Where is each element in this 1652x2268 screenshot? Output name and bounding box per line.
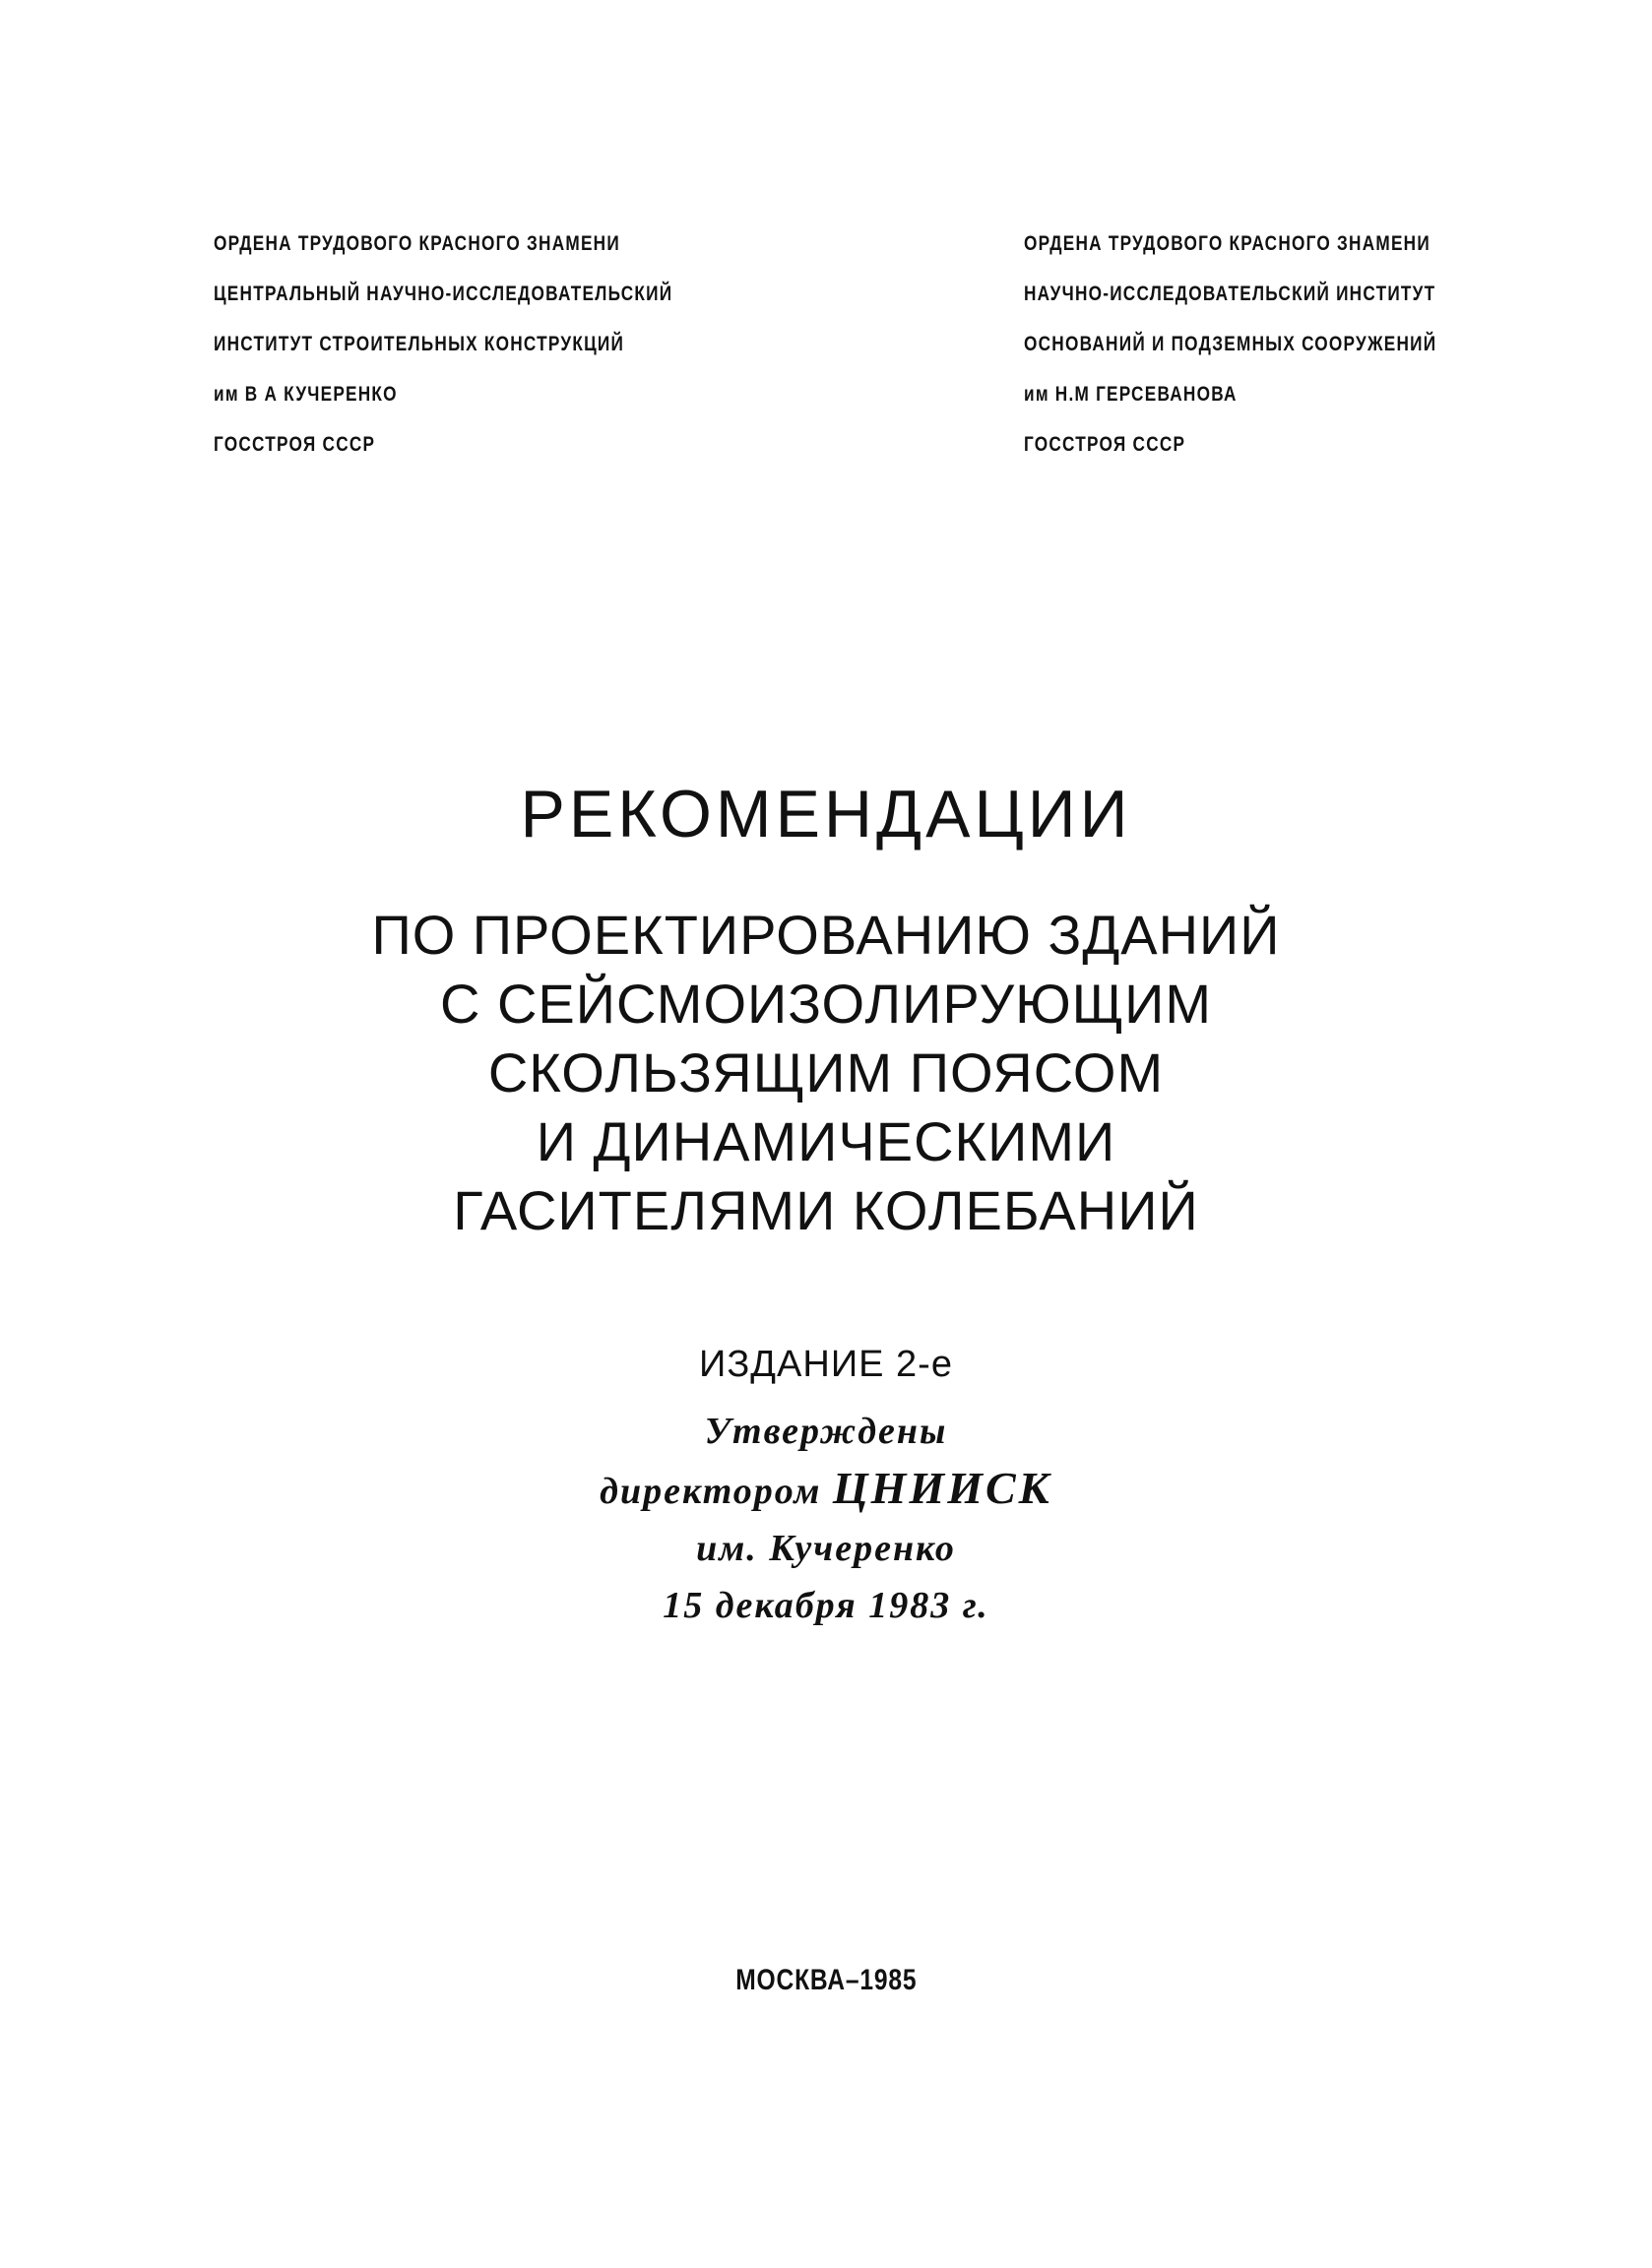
- footer-text: МОСКВА–1985: [734, 1964, 918, 1996]
- document-subtitle: [0, 901, 1652, 1245]
- header-right-line: ОСНОВАНИЙ И ПОДЗЕМНЫХ СООРУЖЕНИЙ: [1024, 333, 1437, 355]
- header-right-line: НАУЧНО-ИССЛЕДОВАТЕЛЬСКИЙ ИНСТИТУТ: [1024, 283, 1436, 305]
- header-right-org: [1024, 219, 1436, 470]
- header-left-line: ЦЕНТРАЛЬНЫЙ НАУЧНО-ИССЛЕДОВАТЕЛЬСКИЙ: [214, 283, 673, 305]
- header-right-line: ГОССТРОЯ СССР: [1024, 433, 1186, 456]
- subtitle-line: ГАСИТЕЛЯМИ КОЛЕБАНИЙ: [453, 1179, 1199, 1241]
- approval-line-date: 15 декабря 1983 г.: [663, 1585, 989, 1626]
- edition-label: ИЗДАНИЕ 2-е: [699, 1344, 953, 1385]
- header-left-line: им В А КУЧЕРЕНКО: [214, 383, 398, 406]
- subtitle-line: СКОЛЬЗЯЩИМ ПОЯСОМ: [487, 1041, 1165, 1103]
- subtitle-line: С СЕЙСМОИЗОЛИРУЮЩИМ: [439, 973, 1213, 1035]
- header-right-line: ОРДЕНА ТРУДОВОГО КРАСНОГО ЗНАМЕНИ: [1024, 232, 1430, 255]
- approval-org-name: ЦНИИСК: [832, 1463, 1052, 1513]
- header-right-line: им Н.М ГЕРСЕВАНОВА: [1024, 383, 1238, 406]
- header-left-line: ОРДЕНА ТРУДОВОГО КРАСНОГО ЗНАМЕНИ: [214, 232, 620, 255]
- approval-director-prefix: директором: [600, 1471, 833, 1512]
- header-left-org: [214, 219, 672, 470]
- approval-line-director: [0, 1460, 1652, 1520]
- subtitle-line: ПО ПРОЕКТИРОВАНИЮ ЗДАНИЙ: [371, 904, 1281, 966]
- header-left-line: ИНСТИТУТ СТРОИТЕЛЬНЫХ КОНСТРУКЦИЙ: [214, 333, 625, 355]
- approval-line-named: им. Кучеренко: [696, 1528, 956, 1569]
- document-title: РЕКОМЕНДАЦИИ: [520, 777, 1132, 851]
- subtitle-line: И ДИНАМИЧЕСКИМИ: [536, 1110, 1116, 1172]
- header-left-line: ГОССТРОЯ СССР: [214, 433, 376, 456]
- approval-block: [0, 1403, 1652, 1634]
- approval-line-approved: Утверждены: [704, 1411, 948, 1452]
- publication-place-year: [0, 1964, 1652, 1997]
